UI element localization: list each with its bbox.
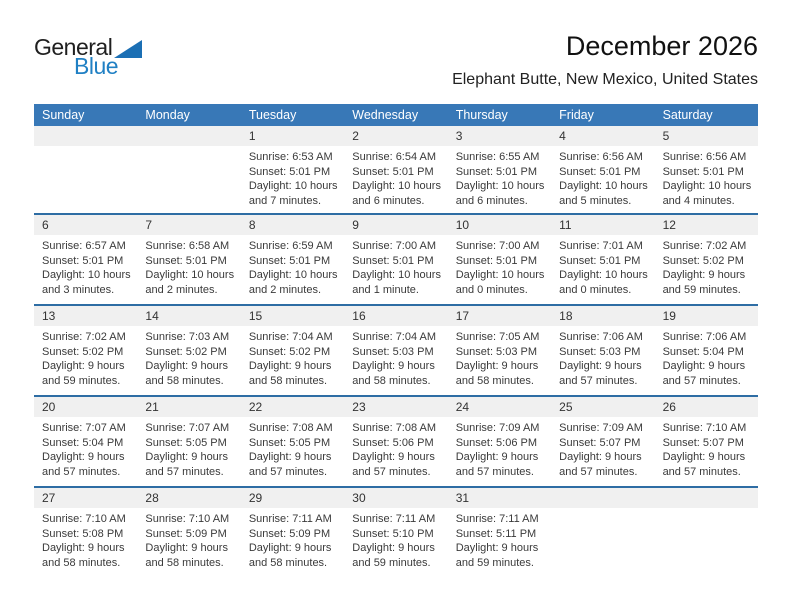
day-info-line: Daylight: 10 hours and 2 minutes.	[145, 269, 235, 296]
day-info	[241, 508, 344, 570]
day-info-line: Daylight: 10 hours and 6 minutes.	[352, 180, 441, 207]
day-number: 2	[344, 126, 447, 146]
day-info	[34, 417, 137, 479]
day-info-line: Sunrise: 7:04 AM	[352, 331, 437, 343]
day-info-line: Sunset: 5:11 PM	[455, 527, 537, 540]
logo-text-blue: Blue	[74, 53, 119, 79]
day-info-line: Sunrise: 6:56 AM	[559, 151, 643, 163]
calendar-titles	[452, 30, 758, 89]
day-info-line: Daylight: 9 hours and 57 minutes.	[559, 451, 642, 478]
day-info-line: Daylight: 9 hours and 58 minutes.	[352, 360, 435, 387]
day-info-line: Daylight: 10 hours and 4 minutes.	[662, 180, 752, 207]
general-blue-logo	[34, 36, 154, 78]
day-number: 11	[551, 215, 654, 235]
week-row	[34, 126, 758, 213]
day-cell	[137, 397, 240, 486]
day-info-line: Sunset: 5:07 PM	[662, 436, 744, 449]
day-info-line: Sunset: 5:04 PM	[42, 436, 124, 449]
day-info-line: Sunrise: 7:09 AM	[559, 422, 643, 434]
day-number: 13	[34, 306, 137, 326]
day-info-line: Sunrise: 6:53 AM	[248, 151, 333, 163]
day-cell	[241, 215, 344, 304]
day-info-line: Sunset: 5:09 PM	[145, 527, 227, 540]
day-number: 14	[137, 306, 240, 326]
day-info-line: Daylight: 9 hours and 57 minutes.	[455, 451, 539, 478]
day-number: 25	[551, 397, 654, 417]
day-info	[448, 508, 551, 570]
day-number: 12	[655, 215, 758, 235]
day-cell	[34, 306, 137, 395]
day-info-line: Sunset: 5:03 PM	[352, 345, 434, 358]
day-cell	[137, 215, 240, 304]
day-info	[241, 146, 344, 208]
day-info-line: Sunset: 5:01 PM	[42, 254, 124, 267]
day-info-line: Daylight: 10 hours and 7 minutes.	[248, 180, 338, 207]
day-cell	[448, 397, 551, 486]
day-info-line: Daylight: 9 hours and 57 minutes.	[662, 360, 746, 387]
day-number: 3	[448, 126, 551, 146]
day-info-line: Daylight: 9 hours and 57 minutes.	[248, 451, 332, 478]
day-cell	[241, 397, 344, 486]
day-info	[551, 146, 654, 208]
day-info-line: Sunrise: 7:07 AM	[42, 422, 126, 434]
day-info	[34, 235, 137, 297]
day-cell	[655, 126, 758, 213]
month-title: December 2026	[565, 31, 758, 61]
day-cell	[344, 488, 447, 577]
weekday-header-monday: Monday	[145, 108, 190, 122]
day-info-line: Sunset: 5:05 PM	[145, 436, 227, 449]
day-info-line: Sunset: 5:03 PM	[559, 345, 641, 358]
day-info-line: Sunset: 5:05 PM	[248, 436, 331, 449]
day-info-line: Sunrise: 7:00 AM	[455, 240, 540, 252]
day-info	[655, 417, 758, 479]
day-number: 5	[655, 126, 758, 146]
calendar	[34, 104, 758, 577]
day-info-line: Sunrise: 6:57 AM	[42, 240, 126, 252]
day-info-line: Sunset: 5:01 PM	[352, 165, 434, 178]
day-number: 22	[241, 397, 344, 417]
day-number: 6	[34, 215, 137, 235]
day-info-line: Daylight: 9 hours and 58 minutes.	[248, 542, 332, 569]
day-info	[344, 326, 447, 388]
weekday-header-sunday: Sunday	[42, 108, 85, 122]
day-info	[34, 508, 137, 570]
day-number: 23	[344, 397, 447, 417]
day-number	[551, 488, 654, 508]
day-number: 18	[551, 306, 654, 326]
day-info	[241, 235, 344, 297]
day-info	[344, 235, 447, 297]
day-number: 7	[137, 215, 240, 235]
day-cell	[137, 306, 240, 395]
day-info-line: Sunrise: 7:10 AM	[662, 422, 747, 434]
weekday-header-tuesday: Tuesday	[248, 108, 297, 122]
day-info-line: Daylight: 10 hours and 2 minutes.	[248, 269, 338, 296]
day-info-line: Daylight: 9 hours and 58 minutes.	[455, 360, 539, 387]
day-number: 19	[655, 306, 758, 326]
day-cell	[448, 126, 551, 213]
day-info	[344, 146, 447, 208]
day-info-line: Sunset: 5:01 PM	[248, 254, 331, 267]
weekday-header-wednesday: Wednesday	[352, 108, 419, 122]
empty-day-cell	[655, 488, 758, 577]
day-cell	[448, 215, 551, 304]
day-info-line: Sunset: 5:01 PM	[559, 254, 641, 267]
day-info-line: Daylight: 9 hours and 58 minutes.	[248, 360, 332, 387]
empty-day-cell	[34, 126, 137, 213]
day-info-line: Sunrise: 7:00 AM	[352, 240, 437, 252]
day-number: 29	[241, 488, 344, 508]
day-cell	[344, 397, 447, 486]
day-number: 4	[551, 126, 654, 146]
day-info-line: Sunset: 5:06 PM	[455, 436, 538, 449]
day-number: 26	[655, 397, 758, 417]
day-info-line: Sunrise: 6:58 AM	[145, 240, 230, 252]
day-info	[551, 326, 654, 388]
day-info-line: Daylight: 10 hours and 5 minutes.	[559, 180, 648, 207]
day-info	[551, 417, 654, 479]
day-info	[137, 326, 240, 388]
day-info-line: Sunset: 5:09 PM	[248, 527, 331, 540]
week-row	[34, 486, 758, 577]
day-number: 8	[241, 215, 344, 235]
day-info-line: Sunrise: 7:07 AM	[145, 422, 230, 434]
day-number: 27	[34, 488, 137, 508]
day-info-line: Sunset: 5:01 PM	[145, 254, 227, 267]
day-info	[655, 326, 758, 388]
day-info	[137, 417, 240, 479]
weekday-header-row	[34, 104, 758, 126]
day-info-line: Sunset: 5:01 PM	[455, 254, 538, 267]
day-info-line: Daylight: 10 hours and 1 minute.	[352, 269, 441, 296]
day-info	[34, 326, 137, 388]
empty-day-cell	[551, 488, 654, 577]
day-info-line: Daylight: 9 hours and 57 minutes.	[352, 451, 435, 478]
day-info-line: Sunset: 5:07 PM	[559, 436, 641, 449]
week-row	[34, 304, 758, 395]
week-row	[34, 395, 758, 486]
day-info-line: Sunrise: 7:08 AM	[248, 422, 333, 434]
day-info-line: Daylight: 9 hours and 57 minutes.	[145, 451, 228, 478]
calendar-grid	[34, 126, 758, 577]
day-info-line: Sunrise: 7:04 AM	[248, 331, 333, 343]
day-info-line: Sunset: 5:01 PM	[559, 165, 641, 178]
day-info-line: Sunrise: 7:09 AM	[455, 422, 540, 434]
day-info	[137, 508, 240, 570]
day-number: 15	[241, 306, 344, 326]
day-info-line: Daylight: 9 hours and 58 minutes.	[42, 542, 125, 569]
day-cell	[241, 126, 344, 213]
day-cell	[34, 488, 137, 577]
day-cell	[448, 488, 551, 577]
day-info	[241, 417, 344, 479]
week-row	[34, 213, 758, 304]
day-number: 10	[448, 215, 551, 235]
day-info	[344, 417, 447, 479]
day-info	[448, 326, 551, 388]
day-info-line: Daylight: 9 hours and 57 minutes.	[42, 451, 125, 478]
day-number: 28	[137, 488, 240, 508]
day-info-line: Sunset: 5:02 PM	[248, 345, 331, 358]
day-number: 31	[448, 488, 551, 508]
day-cell	[551, 397, 654, 486]
weekday-header-thursday: Thursday	[455, 108, 508, 122]
day-number: 24	[448, 397, 551, 417]
day-info-line: Sunrise: 7:01 AM	[559, 240, 643, 252]
day-info-line: Sunset: 5:02 PM	[145, 345, 227, 358]
day-info-line: Sunrise: 7:06 AM	[559, 331, 643, 343]
day-number: 9	[344, 215, 447, 235]
day-info-line: Sunset: 5:03 PM	[455, 345, 538, 358]
day-info-line: Daylight: 9 hours and 58 minutes.	[145, 360, 228, 387]
day-info-line: Daylight: 10 hours and 0 minutes.	[455, 269, 545, 296]
day-number: 1	[241, 126, 344, 146]
day-info-line: Sunset: 5:06 PM	[352, 436, 434, 449]
day-number: 30	[344, 488, 447, 508]
empty-day-cell	[137, 126, 240, 213]
day-info-line: Sunset: 5:08 PM	[42, 527, 124, 540]
day-info-line: Sunrise: 7:08 AM	[352, 422, 437, 434]
day-cell	[34, 215, 137, 304]
day-info	[551, 235, 654, 297]
day-info-line: Daylight: 9 hours and 57 minutes.	[559, 360, 642, 387]
day-info-line: Daylight: 9 hours and 58 minutes.	[145, 542, 228, 569]
day-info	[655, 146, 758, 208]
day-cell	[448, 306, 551, 395]
day-info-line: Daylight: 10 hours and 3 minutes.	[42, 269, 131, 296]
day-cell	[551, 126, 654, 213]
weekday-header-friday: Friday	[559, 108, 594, 122]
location-subtitle: Elephant Butte, New Mexico, United States	[452, 71, 758, 89]
day-number: 21	[137, 397, 240, 417]
day-info-line: Sunrise: 7:06 AM	[662, 331, 747, 343]
day-info-line: Daylight: 9 hours and 59 minutes.	[352, 542, 435, 569]
day-info-line: Sunset: 5:02 PM	[42, 345, 124, 358]
weekday-header-saturday: Saturday	[662, 108, 713, 122]
day-info-line: Sunrise: 7:10 AM	[42, 513, 126, 525]
day-info	[137, 235, 240, 297]
day-info-line: Sunrise: 7:05 AM	[455, 331, 540, 343]
day-cell	[551, 306, 654, 395]
day-info	[655, 235, 758, 297]
day-info-line: Sunrise: 7:02 AM	[662, 240, 747, 252]
day-number: 16	[344, 306, 447, 326]
day-cell	[344, 126, 447, 213]
day-info-line: Sunset: 5:02 PM	[662, 254, 744, 267]
day-info-line: Sunset: 5:01 PM	[662, 165, 744, 178]
day-info-line: Sunset: 5:01 PM	[455, 165, 538, 178]
day-cell	[551, 215, 654, 304]
day-cell	[137, 488, 240, 577]
day-info-line: Sunrise: 7:03 AM	[145, 331, 230, 343]
day-info-line: Daylight: 9 hours and 57 minutes.	[662, 451, 746, 478]
day-info-line: Sunset: 5:01 PM	[248, 165, 331, 178]
day-info-line: Sunset: 5:01 PM	[352, 254, 434, 267]
day-number: 17	[448, 306, 551, 326]
masthead	[34, 30, 758, 100]
day-cell	[655, 306, 758, 395]
day-cell	[655, 397, 758, 486]
day-info	[448, 417, 551, 479]
day-info-line: Sunrise: 6:54 AM	[352, 151, 437, 163]
day-number	[137, 126, 240, 146]
day-info	[448, 146, 551, 208]
logo-text-general: General	[34, 34, 113, 60]
day-info-line: Daylight: 10 hours and 6 minutes.	[455, 180, 545, 207]
day-info-line: Sunrise: 7:02 AM	[42, 331, 126, 343]
day-info-line: Sunrise: 6:59 AM	[248, 240, 333, 252]
day-number	[655, 488, 758, 508]
day-cell	[34, 397, 137, 486]
day-info	[448, 235, 551, 297]
day-info-line: Sunset: 5:10 PM	[352, 527, 434, 540]
day-cell	[241, 488, 344, 577]
day-info	[344, 508, 447, 570]
day-number: 20	[34, 397, 137, 417]
day-info-line: Daylight: 9 hours and 59 minutes.	[42, 360, 125, 387]
day-info	[241, 326, 344, 388]
day-info-line: Sunrise: 7:11 AM	[352, 513, 436, 525]
day-info-line: Sunrise: 7:11 AM	[248, 513, 332, 525]
day-info-line: Sunset: 5:04 PM	[662, 345, 744, 358]
day-cell	[344, 306, 447, 395]
day-info-line: Daylight: 10 hours and 0 minutes.	[559, 269, 648, 296]
day-number	[34, 126, 137, 146]
day-cell	[344, 215, 447, 304]
day-info-line: Sunrise: 7:10 AM	[145, 513, 230, 525]
day-info-line: Sunrise: 7:11 AM	[455, 513, 539, 525]
day-info-line: Daylight: 9 hours and 59 minutes.	[455, 542, 539, 569]
logo-triangle-icon	[114, 40, 142, 58]
day-cell	[241, 306, 344, 395]
day-cell	[655, 215, 758, 304]
day-info-line: Sunrise: 6:55 AM	[455, 151, 540, 163]
day-info-line: Sunrise: 6:56 AM	[662, 151, 747, 163]
day-info-line: Daylight: 9 hours and 59 minutes.	[662, 269, 746, 296]
